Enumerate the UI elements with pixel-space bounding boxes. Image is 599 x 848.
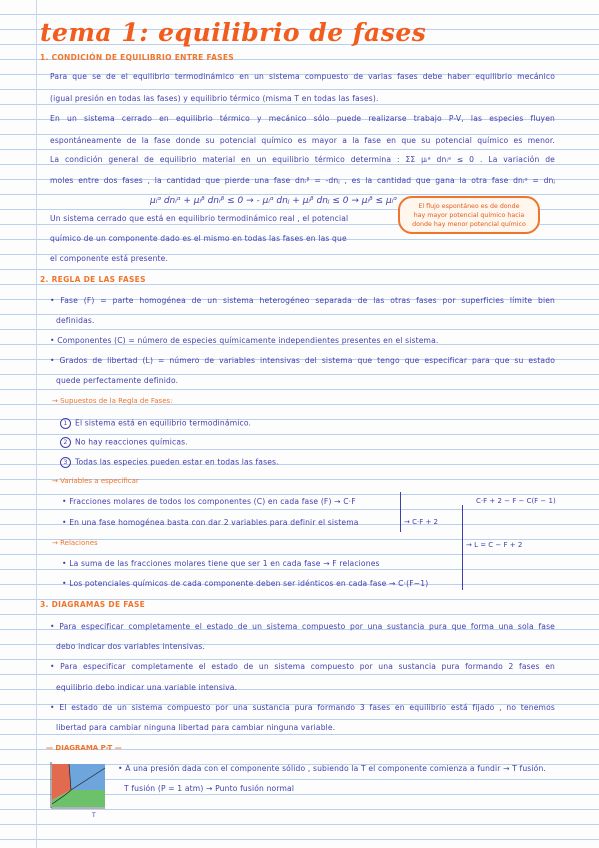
variables-line-1: • Fracciones molares de todos los componentes (C) en cada fase (F) → C·F	[62, 497, 356, 506]
phase-rule-result: → L = C − F + 2	[466, 541, 523, 549]
variables-line-2: • En una fase homogénea basta con dar 2 variables para definir el sistema	[62, 518, 359, 527]
page-title: tema 1: equilibrio de fases	[40, 18, 427, 47]
section-heading-2: 2. REGLA DE LAS FASES	[40, 275, 146, 284]
s3-diagram-line-2: T fusión (P = 1 atm) → Punto fusión normal	[124, 784, 295, 793]
assumption-2: 2 No hay reacciones químicas.	[60, 437, 565, 448]
variables-result: → C·F + 2	[404, 518, 438, 526]
relations-line-2: • Los potenciales químicos de cada componente deben ser idénticos en cada fase → C·(F−1)	[62, 579, 429, 588]
s1-line-9: el componente está presente.	[50, 254, 169, 263]
callout-line-1: El flujo espontáneo es de donde	[418, 203, 520, 210]
s3-line-4: equilibrio debo indicar una variable intensiva.	[56, 683, 238, 692]
s2-line-2: definidas.	[56, 316, 95, 325]
diagram-pt-heading: — DIAGRAMA P-T —	[46, 744, 122, 752]
diagram-axis-label: T	[92, 812, 96, 819]
callout-box	[398, 196, 540, 234]
s1-line-1: Para que se de el equilibrio termodinámico en un sistema compuesto de varias fases debe haber equilibrio mecánico	[50, 72, 555, 81]
s3-line-3: • Para especificar completamente el estado de un sistema compuesto por una sustancia pura formando 2 fases en	[50, 662, 555, 671]
callout-line-2: hay mayor potencial químico hacia	[413, 212, 525, 219]
notebook-margin-line	[36, 0, 37, 848]
assumptions-heading: → Supuestos de la Regla de Fases:	[52, 397, 173, 405]
assumption-3: 3 Todas las especies pueden estar en todas las fases.	[60, 457, 565, 468]
s2-line-3: • Componentes (C) = número de especies químicamente independientes presentes en el sistema.	[50, 336, 439, 345]
s1-line-3: En un sistema cerrado en equilibrio térmico y mecánico sólo puede realizarse trabajo P-V, las especies fluyen	[50, 114, 555, 123]
relations-heading: → Relaciones	[52, 539, 98, 547]
s1-line-2: (igual presión en todas las fases) y equilibrio térmico (misma T en todas las fases).	[50, 94, 379, 103]
formula-expansion: C·F + 2 − F − C(F − 1)	[476, 497, 556, 505]
s1-line-6: moles entre dos fases , la cantidad que pierde una fase dnᵢᵝ = -dnⱼ , es la cantidad que gana la otra fase dnᵢᵅ = dnⱼ	[50, 176, 555, 185]
assumption-1: 1 El sistema está en equilibrio termodinámico.	[60, 418, 565, 429]
s3-line-6: libertad para cambiar ninguna libertad para cambiar ninguna variable.	[56, 723, 336, 732]
s3-line-5: • El estado de un sistema compuesto por una sustancia pura formando 3 fases en equilibrio está fijado , no tenemos	[50, 703, 555, 712]
s1-line-4: espontáneamente de la fase donde su potencial químico es mayor a la fase en que su potencial químico es menor.	[50, 136, 555, 145]
s3-line-1: • Para especificar completamente el estado de un sistema compuesto por una sustancia pura que forma una sola fase	[50, 622, 555, 631]
s1-line-7: Un sistema cerrado que está en equilibrio termodinámico real , el potencial	[50, 214, 349, 223]
s2-line-1: • Fase (F) = parte homogénea de un sistema heterogéneo separada de las otras fases por superficies límite bien	[50, 296, 555, 305]
s1-line-8: químico de un componente dado es el mismo en todas las fases en las que	[50, 234, 347, 243]
section-heading-3: 3. DIAGRAMAS DE FASE	[40, 600, 146, 609]
relations-bracket	[462, 505, 463, 590]
s3-line-2: debo indicar dos variables intensivas.	[56, 642, 206, 651]
variables-bracket	[400, 492, 401, 532]
number-badge-3: 3	[60, 457, 71, 468]
relations-line-1: • La suma de las fracciones molares tiene que ser 1 en cada fase → F relaciones	[62, 559, 380, 568]
variables-heading: → Variables a especificar	[52, 477, 139, 485]
callout-line-3: donde hay menor potencial químico	[412, 221, 526, 228]
number-badge-2: 2	[60, 437, 71, 448]
s1-line-5: La condición general de equilibrio material en un equilibrio térmico determina : ΣΣ μᵢᵃ dnᵢᵃ ≤ 0 . La variación de	[50, 155, 555, 164]
s2-line-4: • Grados de libertad (L) = número de variables intensivas del sistema que tengo que especificar para que su estado	[50, 356, 555, 365]
s3-diagram-line-1: • A una presión dada con el componente sólido , subiendo la T el componente comienza a fundir → T fusión.	[118, 764, 546, 773]
phase-diagram-thumbnail	[47, 760, 107, 812]
number-badge-1: 1	[60, 418, 71, 429]
s2-line-5: quede perfectamente definido.	[56, 376, 179, 385]
equilibrium-equation: μᵢᵅ dnᵢᵅ + μᵢᵝ dnᵢᵝ ≤ 0 → - μᵢᵅ dnⱼ + μᵢᵝ dnⱼ ≤ 0 → μᵢᵝ ≤ μᵢᵅ	[150, 196, 397, 206]
section-heading-1: 1. CONDICIÓN DE EQUILIBRIO ENTRE FASES	[40, 53, 235, 62]
